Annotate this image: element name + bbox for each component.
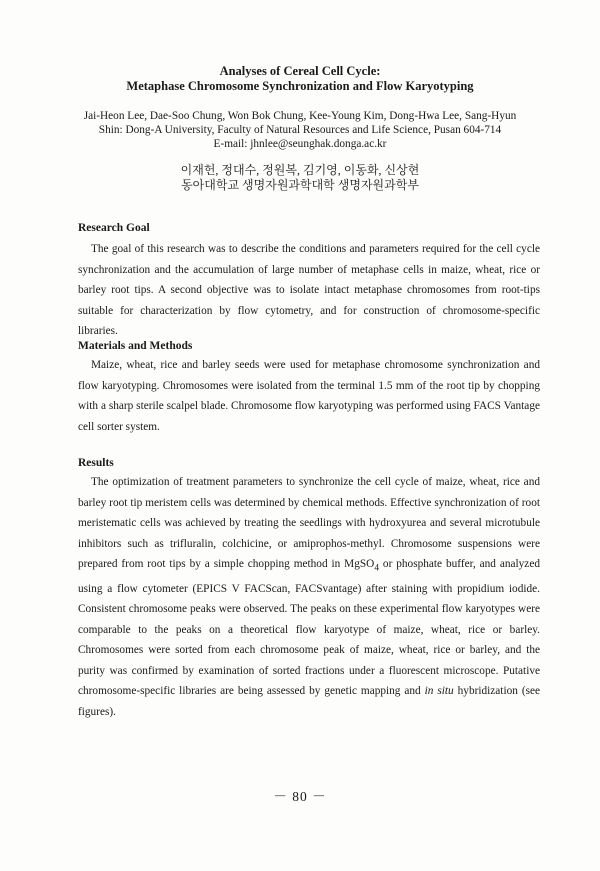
research-goal-paragraph: The goal of this research was to describe the conditions and parameters required for the cell cycle synchronization and the accumulation of large number of metaphase cells in maize, wheat, rice or barley root tips. A second objective was to isolate intact metaphase chromosomes from root-tips suitable for characterization by flow cytometry, and for construction of chromosome-specific libraries.: [78, 243, 540, 337]
results-text-part1: The optimization of treatment parameters to synchronize the cell cycle of maize, wheat, rice and barley root tip meristem cells was determined by chemical methods. Effective synchronization of root meristematic cells was achieved by treating the seedlings with hydroxyurea and several microtubule inhibitors such as trifluralin, colchicine, or amiprophos-methyl. Chromosome suspensions were prepared from root tips by a simple chopping method in MgSO: [78, 476, 540, 570]
methods-paragraph: Maize, wheat, rice and barley seeds were used for metaphase chromosome synchronization and flow karyotyping. Chromosomes were isolated from the terminal 1.5 mm of the root tip by chopping with a sharp sterile scalpel blade. Chromosome flow karyotyping was performed using FACS Vantage cell sorter system.: [78, 359, 540, 433]
paper-title-line2: Metaphase Chromosome Synchronization and Flow Karyotyping: [126, 79, 474, 93]
results-text-part2: or phosphate buffer, and analyzed using a flow cytometer (EPICS V FACScan, FACSvantage) after staining with propidium iodide. Consistent chromosome peaks were observed. The peaks on these experimental flow karyotypes were comparable to the peaks on a theoretical flow karyotype of maize, wheat, rice or barley. Chromosomes were sorted from each chromosome peak of maize, wheat, rice or barley, and the purity was confirmed by examination of sorted fractions under a fluorescent microscope. Putative chromosome-specific libraries are being assessed by genetic mapping and: [78, 558, 540, 698]
page-number: － 80 －: [273, 789, 327, 804]
results-text-part3: hybridization (see figures).: [78, 685, 541, 718]
results-subscript: 4: [374, 563, 380, 574]
korean-affiliation: 동아대학교 생명자원과학대학 생명자원과학부: [181, 178, 419, 192]
korean-author-list: 이재헌, 정대수, 정원복, 김기영, 이동화, 신상현: [180, 163, 420, 177]
results-italic-term: in situ: [424, 685, 454, 698]
research-goal-heading: Research Goal: [78, 222, 150, 234]
paper-title-line1: Analyses of Cereal Cell Cycle:: [219, 64, 381, 78]
affiliation: Shin: Dong-A University, Faculty of Natural Resources and Life Science, Pusan 604-714: [98, 124, 502, 136]
results-heading: Results: [78, 457, 114, 469]
email-address: E-mail: jhnlee@seunghak.donga.ac.kr: [213, 138, 387, 150]
methods-heading: Materials and Methods: [78, 340, 193, 352]
author-list: Jai-Heon Lee, Dae-Soo Chung, Won Bok Chung, Kee-Young Kim, Dong-Hwa Lee, Sang-Hyun: [83, 110, 517, 122]
results-paragraph: [78, 472, 540, 722]
